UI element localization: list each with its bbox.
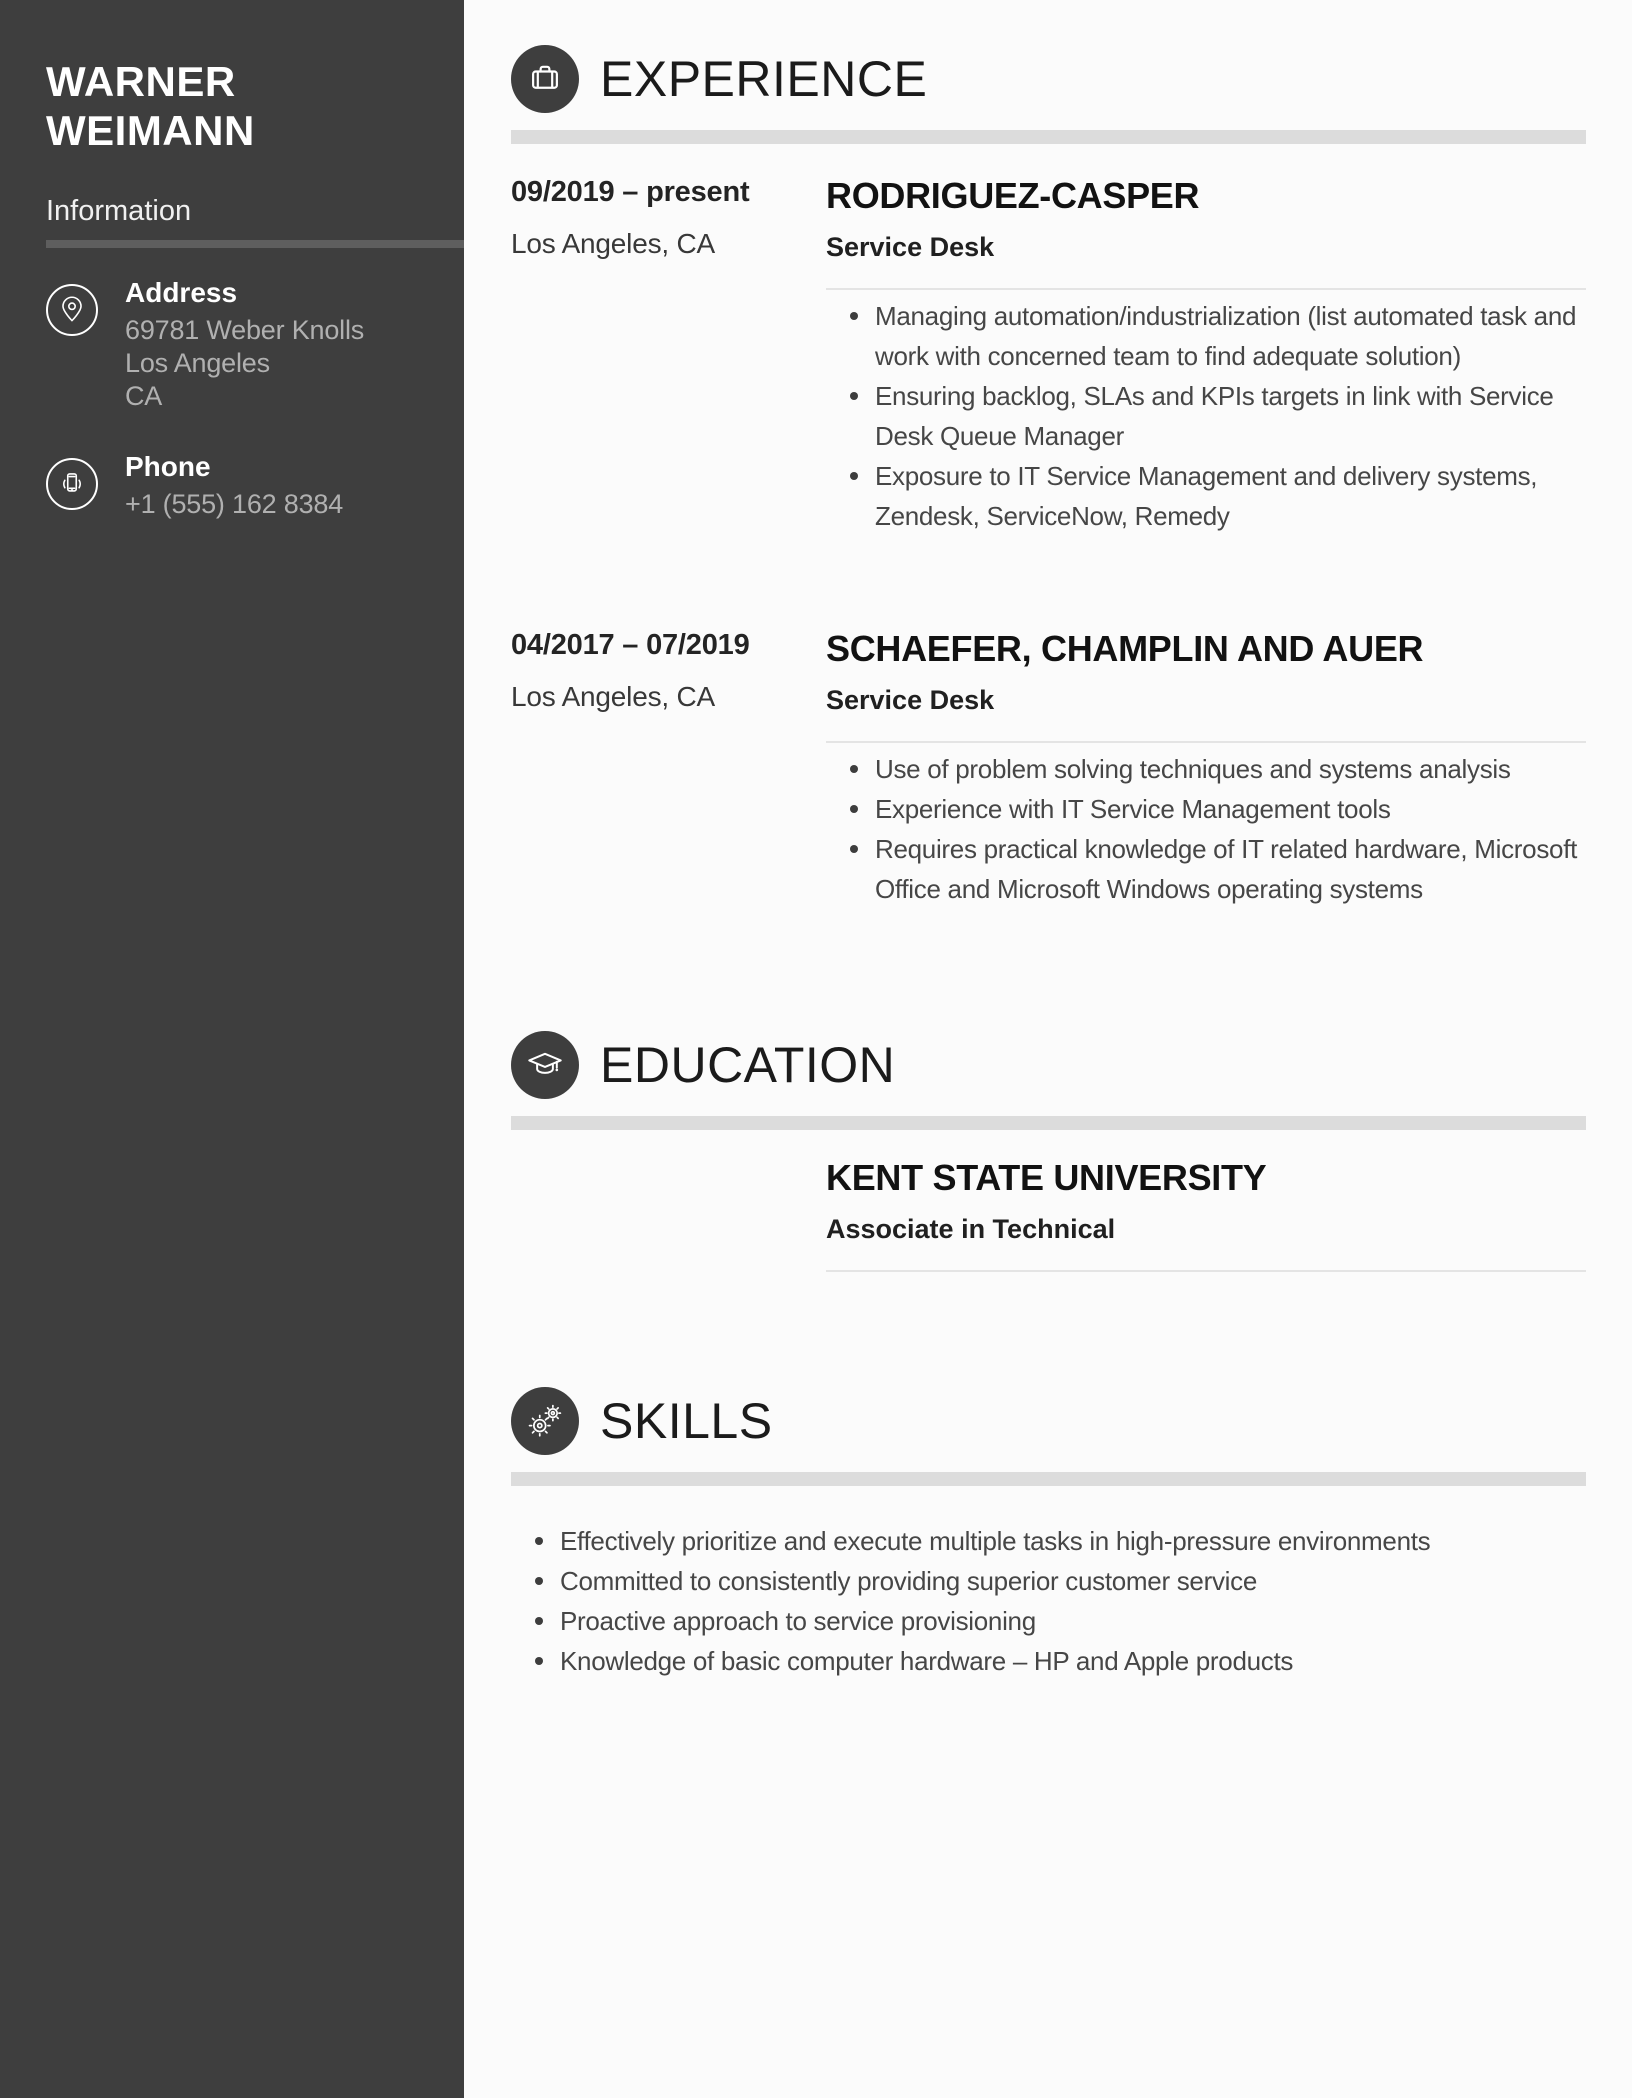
location-pin-icon bbox=[46, 284, 98, 336]
education-details bbox=[826, 1157, 1586, 1272]
bullet-dot bbox=[850, 765, 858, 773]
job-2-details bbox=[826, 628, 1586, 909]
list-item bbox=[826, 789, 1586, 829]
job-2-role: Service Desk bbox=[826, 685, 995, 715]
list-item bbox=[511, 1601, 1586, 1641]
skills-list bbox=[511, 1521, 1586, 1681]
bullet-dot bbox=[850, 472, 858, 480]
skills-title-bar bbox=[511, 1472, 1586, 1486]
bullet-text: Managing automation/industrialization (list automated task and work with concerned team to find adequate solution) bbox=[875, 301, 1577, 371]
information-heading: Information bbox=[46, 195, 192, 227]
job-1-location: Los Angeles, CA bbox=[511, 228, 716, 259]
job-1-meta bbox=[511, 175, 826, 536]
list-item bbox=[826, 376, 1586, 456]
job-2-company: SCHAEFER, CHAMPLIN AND AUER bbox=[826, 628, 1424, 669]
phone-number: +1 (555) 162 8384 bbox=[125, 489, 344, 519]
bullet-text: Effectively prioritize and execute multiple tasks in high-pressure environments bbox=[560, 1526, 1431, 1556]
bullet-dot bbox=[535, 1657, 543, 1665]
bullet-text: Proactive approach to service provisioning bbox=[560, 1606, 1036, 1636]
phone-text bbox=[125, 450, 343, 521]
school-name: KENT STATE UNIVERSITY bbox=[826, 1157, 1267, 1198]
bullet-text: Knowledge of basic computer hardware – HP and Apple products bbox=[560, 1646, 1294, 1676]
experience-title: EXPERIENCE bbox=[600, 51, 928, 107]
bullet-dot bbox=[535, 1537, 543, 1545]
bullet-text: Committed to consistently providing superior customer service bbox=[560, 1566, 1257, 1596]
education-entry bbox=[511, 1157, 1586, 1272]
job-1-company: RODRIGUEZ-CASPER bbox=[826, 175, 1200, 216]
bullet-text: Use of problem solving techniques and systems analysis bbox=[875, 754, 1511, 784]
graduation-cap-icon bbox=[511, 1031, 579, 1099]
education-divider bbox=[826, 1270, 1586, 1272]
job-entry-1 bbox=[511, 175, 1586, 536]
skills-header bbox=[511, 1387, 1586, 1455]
bullet-dot bbox=[850, 845, 858, 853]
experience-title-bar bbox=[511, 130, 1586, 144]
candidate-first-name: WARNER bbox=[46, 58, 236, 105]
gears-icon bbox=[511, 1387, 579, 1455]
job-2-dates: 04/2017 – 07/2019 bbox=[511, 629, 750, 661]
skills-section bbox=[511, 1387, 1586, 1681]
job-1-bullet-list bbox=[826, 296, 1586, 536]
address-text bbox=[125, 276, 364, 413]
job-1-dates: 09/2019 – present bbox=[511, 176, 750, 208]
job-1-divider bbox=[826, 288, 1586, 290]
phone-item bbox=[46, 451, 418, 521]
degree-name: Associate in Technical bbox=[826, 1214, 1116, 1244]
list-item bbox=[826, 749, 1586, 789]
address-street: 69781 Weber Knolls bbox=[125, 315, 365, 345]
phone-icon bbox=[46, 458, 98, 510]
main-content bbox=[464, 0, 1632, 2098]
bullet-text: Experience with IT Service Management tools bbox=[875, 794, 1391, 824]
address-item bbox=[46, 277, 418, 413]
bullet-dot bbox=[535, 1617, 543, 1625]
experience-section bbox=[511, 45, 1586, 909]
education-title-bar bbox=[511, 1116, 1586, 1130]
bullet-text: Ensuring backlog, SLAs and KPIs targets in link with Service Desk Queue Manager bbox=[875, 381, 1554, 451]
list-item bbox=[826, 296, 1586, 376]
job-entry-2 bbox=[511, 628, 1586, 909]
bullet-dot bbox=[850, 312, 858, 320]
job-2-bullet-list bbox=[826, 749, 1586, 909]
address-city: Los Angeles bbox=[125, 348, 270, 378]
job-2-location: Los Angeles, CA bbox=[511, 681, 716, 712]
phone-label: Phone bbox=[125, 451, 211, 482]
bullet-text: Exposure to IT Service Management and delivery systems, Zendesk, ServiceNow, Remedy bbox=[875, 461, 1538, 531]
job-1-role: Service Desk bbox=[826, 232, 995, 262]
briefcase-icon bbox=[511, 45, 579, 113]
bullet-text: Requires practical knowledge of IT related hardware, Microsoft Office and Microsoft Windows operating systems bbox=[875, 834, 1578, 904]
education-meta bbox=[511, 1157, 826, 1272]
education-title: EDUCATION bbox=[600, 1037, 896, 1093]
list-item bbox=[511, 1521, 1586, 1561]
list-item bbox=[511, 1641, 1586, 1681]
sidebar-divider bbox=[46, 240, 464, 248]
experience-header bbox=[511, 45, 1586, 113]
job-2-meta bbox=[511, 628, 826, 909]
address-state: CA bbox=[125, 381, 163, 411]
job-1-details bbox=[826, 175, 1586, 536]
candidate-name bbox=[46, 57, 418, 155]
list-item bbox=[826, 829, 1586, 909]
address-label: Address bbox=[125, 277, 238, 308]
candidate-last-name: WEIMANN bbox=[46, 107, 255, 154]
education-section bbox=[511, 1031, 1586, 1272]
list-item bbox=[826, 456, 1586, 536]
bullet-dot bbox=[850, 805, 858, 813]
list-item bbox=[511, 1561, 1586, 1601]
education-header bbox=[511, 1031, 1586, 1099]
sidebar bbox=[0, 0, 464, 2098]
bullet-dot bbox=[535, 1577, 543, 1585]
bullet-dot bbox=[850, 392, 858, 400]
skills-title: SKILLS bbox=[600, 1393, 773, 1449]
job-2-divider bbox=[826, 741, 1586, 743]
